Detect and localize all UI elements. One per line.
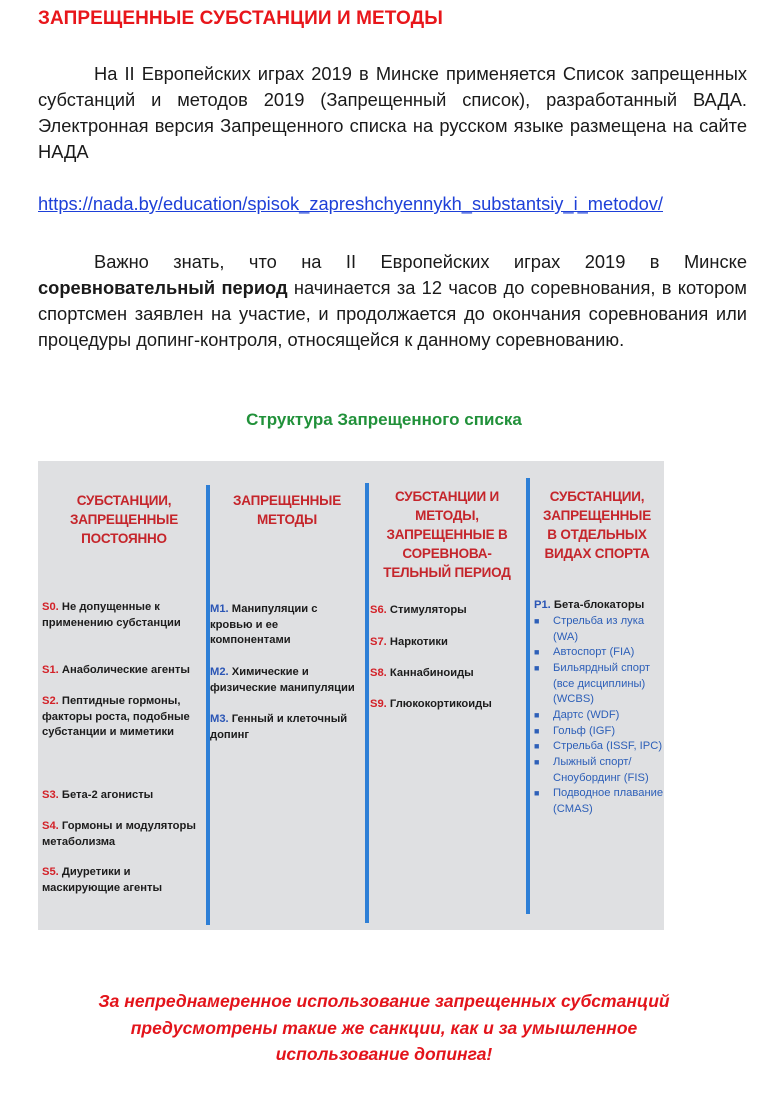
heading-line: ТЕЛЬНЫЙ ПЕРИОД bbox=[383, 565, 511, 580]
column-heading-particular-sports bbox=[532, 487, 662, 563]
bullet-icon: ■ bbox=[534, 616, 540, 626]
list-item bbox=[370, 603, 520, 619]
intro-text: На II Европейских играх 2019 в Минске применяется Список запрещенных субстанций и методов 2019 (Запрещенный список), разработанный ВАДА. Электронная версия Запрещенного списка на русском языке размещена на сайте НАДА bbox=[38, 63, 747, 162]
item-code: S4. bbox=[42, 820, 59, 832]
heading-line: ПОСТОЯННО bbox=[81, 531, 167, 546]
sport-text: Бильярдный спорт (все дисциплины) (WCBS) bbox=[553, 662, 651, 705]
heading-line: ЗАПРЕЩЕННЫЕ В bbox=[386, 527, 508, 542]
item-code: S9. bbox=[370, 698, 387, 710]
sport-text: Лыжный спорт/ Сноубординг (FIS) bbox=[553, 756, 649, 784]
item-code: S7. bbox=[370, 636, 387, 648]
heading-line: СУБСТАНЦИИ, bbox=[549, 489, 645, 504]
item-code: M1. bbox=[210, 603, 229, 615]
item-text: Пептидные гормоны, факторы роста, подобные субстанции и миметики bbox=[42, 695, 190, 738]
item-code: S5. bbox=[42, 866, 59, 878]
item-text: Генный и клеточный допинг bbox=[210, 713, 348, 741]
bullet-icon: ■ bbox=[534, 710, 540, 720]
nada-link[interactable]: https://nada.by/education/spisok_zapreshchyennykh_substantsiy_i_metodov/ bbox=[38, 193, 663, 214]
item-text: Стимуляторы bbox=[389, 604, 467, 616]
list-item bbox=[42, 788, 202, 804]
list-item bbox=[370, 666, 520, 682]
paragraph2-before: Важно знать, что на II Европейских играх 2019 в Минске bbox=[94, 251, 747, 272]
item-code: M2. bbox=[210, 666, 229, 678]
item-text: Бета-блокаторы bbox=[553, 599, 645, 611]
list-item bbox=[42, 865, 172, 896]
list-item bbox=[42, 663, 207, 679]
list-item bbox=[210, 602, 322, 649]
item-text: Глюкокортикоиды bbox=[389, 698, 492, 710]
paragraph2-after: начинается за 12 часов до соревнования, в котором спортсмен заявлен на участие, и продолжается до окончания соревнования или процедуры допинг-контроля, относящейся к данному соревнованию. bbox=[38, 277, 747, 350]
heading-line: ВИДАХ СПОРТА bbox=[544, 546, 650, 561]
heading-line: МЕТОДЫ bbox=[256, 512, 318, 527]
competition-period-bold: соревновательный период bbox=[38, 277, 288, 298]
column-heading-methods bbox=[214, 491, 360, 529]
column-divider bbox=[526, 478, 530, 914]
item-text: Наркотики bbox=[389, 636, 448, 648]
sport-text: Гольф (IGF) bbox=[553, 725, 616, 737]
item-code: P1. bbox=[534, 599, 551, 611]
item-text: Анаболические агенты bbox=[61, 664, 190, 676]
page-title: ЗАПРЕЩЕННЫЕ СУБСТАНЦИИ И МЕТОДЫ bbox=[38, 8, 444, 29]
column-divider bbox=[206, 485, 210, 925]
item-code: S0. bbox=[42, 601, 59, 613]
list-item bbox=[534, 598, 664, 614]
sport-text: Автоспорт (FIA) bbox=[553, 646, 635, 658]
list-item bbox=[370, 635, 520, 651]
heading-line: ЗАПРЕЩЕННЫЕ bbox=[232, 493, 342, 508]
item-text: Манипуляции с кровью и ее компонентами bbox=[210, 603, 318, 646]
item-code: S8. bbox=[370, 667, 387, 679]
list-item bbox=[210, 665, 364, 696]
heading-line: ЗАПРЕЩЕННЫЕ bbox=[542, 508, 652, 523]
bullet-icon: ■ bbox=[534, 741, 540, 751]
list-item bbox=[42, 600, 192, 631]
item-code: S3. bbox=[42, 789, 59, 801]
competition-period-paragraph bbox=[38, 249, 747, 353]
sport-text: Стрельба (ISSF, IPC) bbox=[553, 740, 663, 752]
bullet-icon: ■ bbox=[534, 788, 540, 798]
sport-text: Дартс (WDF) bbox=[553, 709, 620, 721]
heading-line: СОРЕВНОВА- bbox=[402, 546, 492, 561]
item-text: Гормоны и модуляторы метаболизма bbox=[42, 820, 196, 848]
list-item bbox=[210, 712, 360, 743]
heading-line: В ОТДЕЛЬНЫХ bbox=[547, 527, 647, 542]
bullet-icon: ■ bbox=[534, 757, 540, 767]
item-text: Химические и физические манипуляции bbox=[210, 666, 355, 694]
warning-line: За непреднамеренное использование запрещенных субстанций bbox=[98, 991, 670, 1011]
warning-line: предусмотрены такие же санкции, как и за умышленное bbox=[130, 1017, 638, 1038]
column-heading-in-competition bbox=[372, 487, 522, 582]
item-text: Диуретики и маскирующие агенты bbox=[42, 866, 163, 894]
bullet-icon: ■ bbox=[534, 726, 540, 736]
heading-line: СУБСТАНЦИИ, bbox=[76, 493, 172, 508]
column-divider bbox=[365, 483, 369, 923]
warning-line: использование допинга! bbox=[275, 1044, 493, 1064]
item-text: Каннабиноиды bbox=[389, 667, 474, 679]
item-code: S1. bbox=[42, 664, 59, 676]
column-heading-permanent bbox=[44, 491, 204, 548]
intro-paragraph bbox=[38, 61, 747, 165]
list-item bbox=[42, 819, 204, 850]
structure-title: Структура Запрещенного списка bbox=[246, 410, 522, 429]
bullet-icon: ■ bbox=[534, 663, 540, 673]
list-item bbox=[370, 697, 520, 713]
sport-text: Подводное плавание (CMAS) bbox=[553, 787, 664, 815]
heading-line: ЗАПРЕЩЕННЫЕ bbox=[69, 512, 179, 527]
item-code: M3. bbox=[210, 713, 229, 725]
item-text: Бета-2 агонисты bbox=[61, 789, 154, 801]
item-text: Не допущенные к применению субстанции bbox=[42, 601, 181, 629]
sport-text: Стрельба из лука (WA) bbox=[553, 615, 645, 643]
bullet-icon: ■ bbox=[534, 647, 540, 657]
list-item bbox=[42, 694, 202, 741]
heading-line: МЕТОДЫ, bbox=[415, 508, 479, 523]
item-code: S2. bbox=[42, 695, 59, 707]
item-code: S6. bbox=[370, 604, 387, 616]
heading-line: СУБСТАНЦИИ И bbox=[394, 489, 500, 504]
sanctions-warning bbox=[0, 988, 768, 1068]
